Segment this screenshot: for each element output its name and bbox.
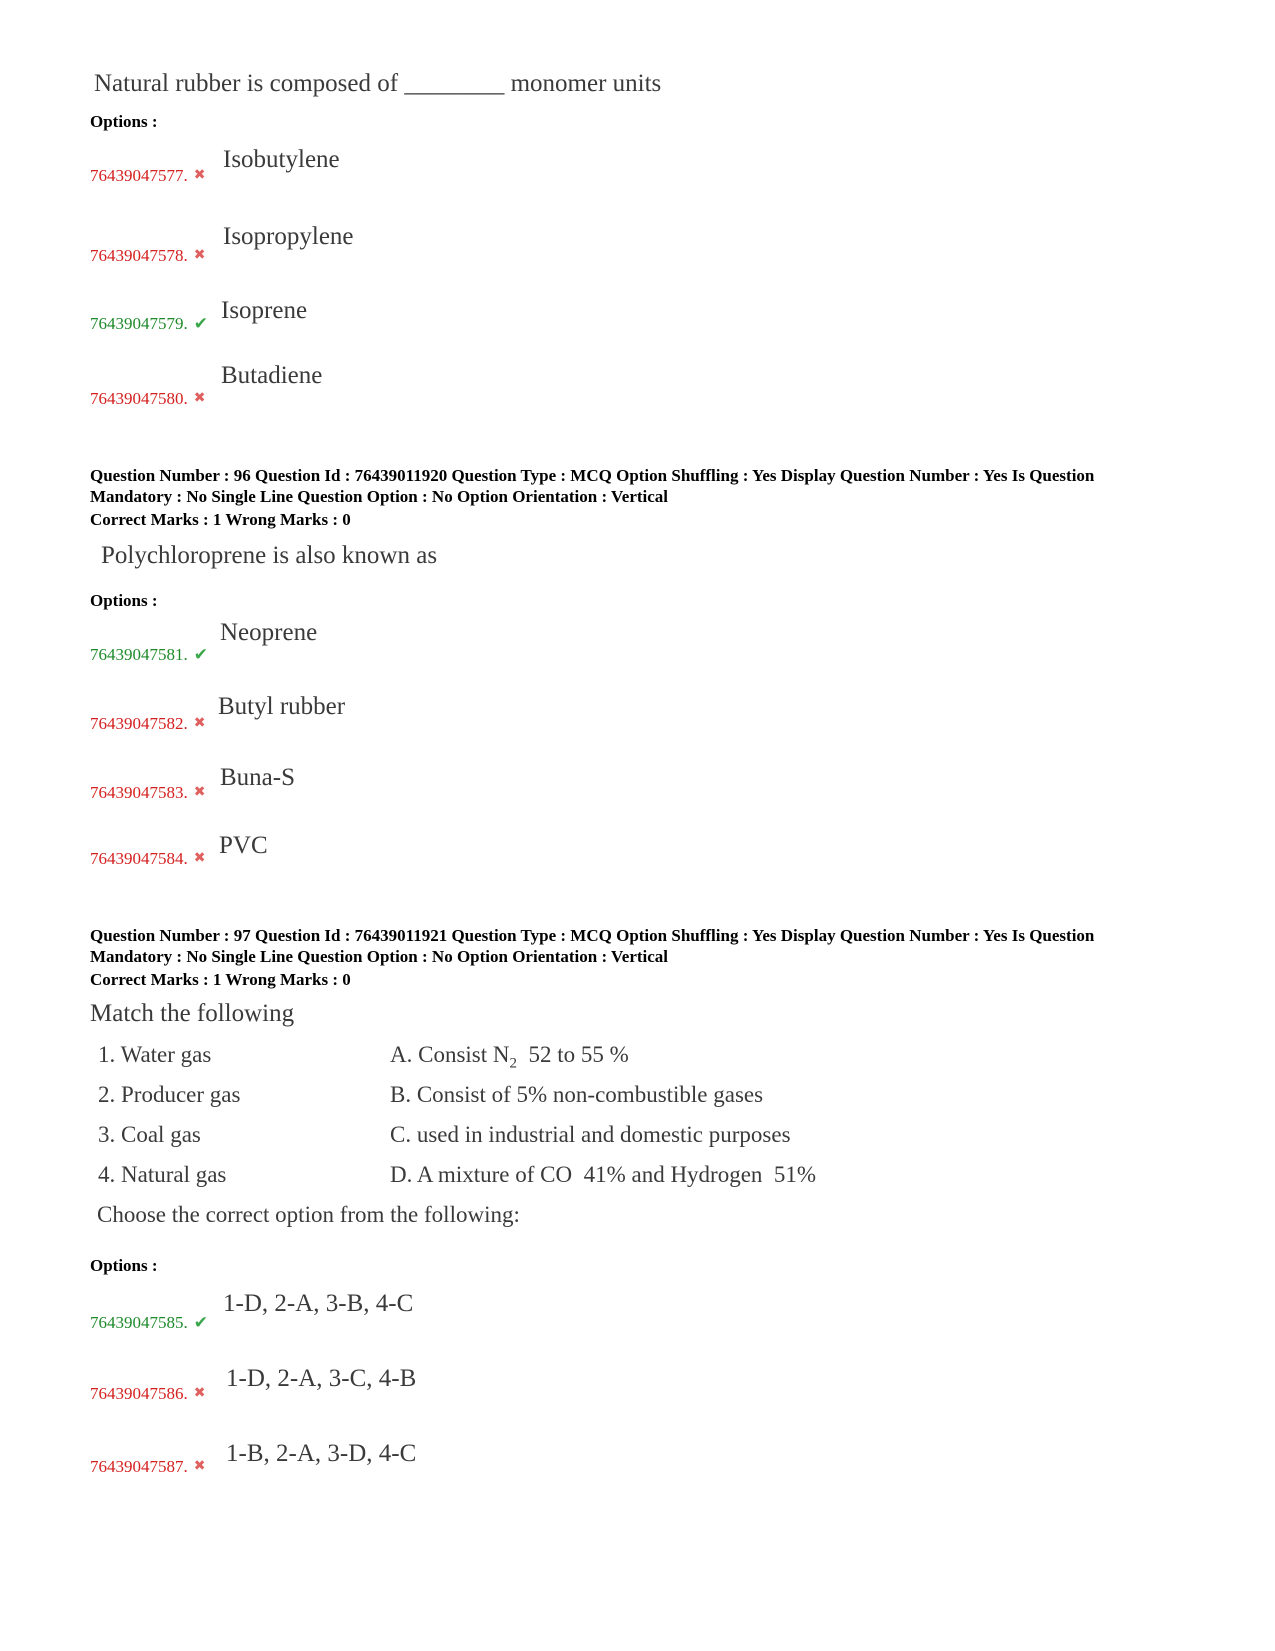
option-text: Isopropylene <box>223 223 354 250</box>
question-stem: Polychloroprene is also known as <box>101 542 438 569</box>
option-row <box>90 314 208 334</box>
question-marks: Correct Marks : 1 Wrong Marks : 0 <box>90 970 351 989</box>
option-text: Butadiene <box>221 362 323 389</box>
match-left-item: 1. Water gas <box>98 1042 212 1067</box>
question-instruction: Choose the correct option from the following: <box>97 1202 520 1227</box>
option-id: 76439047585. <box>90 1313 188 1332</box>
option-id: 76439047582. <box>90 714 188 733</box>
options-label: Options : <box>90 1256 158 1275</box>
cross-icon: ✖ <box>193 784 206 800</box>
option-text: 1-D, 2-A, 3-B, 4-C <box>223 1290 414 1317</box>
match-right-item: C. used in industrial and domestic purposes <box>390 1122 791 1147</box>
option-id: 76439047577. <box>90 166 188 185</box>
options-label: Options : <box>90 112 158 131</box>
match-right-item: B. Consist of 5% non-combustible gases <box>390 1082 764 1107</box>
match-right-item <box>390 1042 629 1073</box>
cross-icon: ✖ <box>193 715 206 731</box>
cross-icon: ✖ <box>193 850 206 866</box>
option-text: Neoprene <box>220 619 318 646</box>
check-icon: ✔ <box>193 645 208 665</box>
question-stem <box>94 70 661 98</box>
cross-icon: ✖ <box>193 167 206 183</box>
question-meta: Question Number : 96 Question Id : 76439011920 Question Type : MCQ Option Shuffling : Yes Display Question Number : Yes Is Question Mandatory : No Single Line Question Option : No Option Orientation : Vertical <box>90 466 1095 506</box>
option-row <box>90 1313 208 1333</box>
option-id: 76439047580. <box>90 389 188 408</box>
options-label: Options : <box>90 591 158 610</box>
cross-icon: ✖ <box>193 390 206 406</box>
option-id: 76439047581. <box>90 645 188 664</box>
option-text: Butyl rubber <box>218 693 346 720</box>
option-row <box>90 389 205 409</box>
stem-text: Natural rubber is composed of <box>94 70 399 97</box>
question-stem: Match the following <box>90 1000 295 1027</box>
match-right-text: A. Consist N <box>390 1042 510 1067</box>
option-row <box>90 849 205 869</box>
option-row <box>90 166 205 186</box>
option-text: Buna-S <box>220 764 295 791</box>
option-text: PVC <box>219 832 268 859</box>
option-id: 76439047586. <box>90 1384 188 1403</box>
stem-blank: ________ <box>404 70 505 97</box>
option-id: 76439047578. <box>90 246 188 265</box>
match-right-item: D. A mixture of CO 41% and Hydrogen 51% <box>390 1162 817 1187</box>
option-text: Isoprene <box>221 297 308 324</box>
match-left-item: 2. Producer gas <box>98 1082 241 1107</box>
question-marks: Correct Marks : 1 Wrong Marks : 0 <box>90 510 351 529</box>
option-row <box>90 714 205 734</box>
option-id: 76439047579. <box>90 314 188 333</box>
option-text: 1-D, 2-A, 3-C, 4-B <box>226 1365 417 1392</box>
stem-text-after: monomer units <box>504 70 662 97</box>
cross-icon: ✖ <box>193 1385 206 1401</box>
subscript: 2 <box>509 1055 517 1072</box>
match-left-item: 4. Natural gas <box>98 1162 227 1187</box>
option-row <box>90 246 205 266</box>
question-meta: Question Number : 97 Question Id : 76439011921 Question Type : MCQ Option Shuffling : Yes Display Question Number : Yes Is Question Mandatory : No Single Line Question Option : No Option Orientation : Vertical <box>90 926 1095 966</box>
option-id: 76439047587. <box>90 1457 188 1476</box>
option-id: 76439047583. <box>90 783 188 802</box>
option-row <box>90 783 205 803</box>
option-text: Isobutylene <box>223 146 340 173</box>
option-text: 1-B, 2-A, 3-D, 4-C <box>226 1440 417 1467</box>
option-row <box>90 1457 205 1477</box>
option-row <box>90 645 208 665</box>
cross-icon: ✖ <box>193 247 206 263</box>
option-row <box>90 1384 205 1404</box>
cross-icon: ✖ <box>193 1458 206 1474</box>
check-icon: ✔ <box>193 1313 208 1333</box>
match-right-text-after: 52 to 55 % <box>517 1042 629 1067</box>
check-icon: ✔ <box>193 314 208 334</box>
match-left-item: 3. Coal gas <box>98 1122 201 1147</box>
option-id: 76439047584. <box>90 849 188 868</box>
